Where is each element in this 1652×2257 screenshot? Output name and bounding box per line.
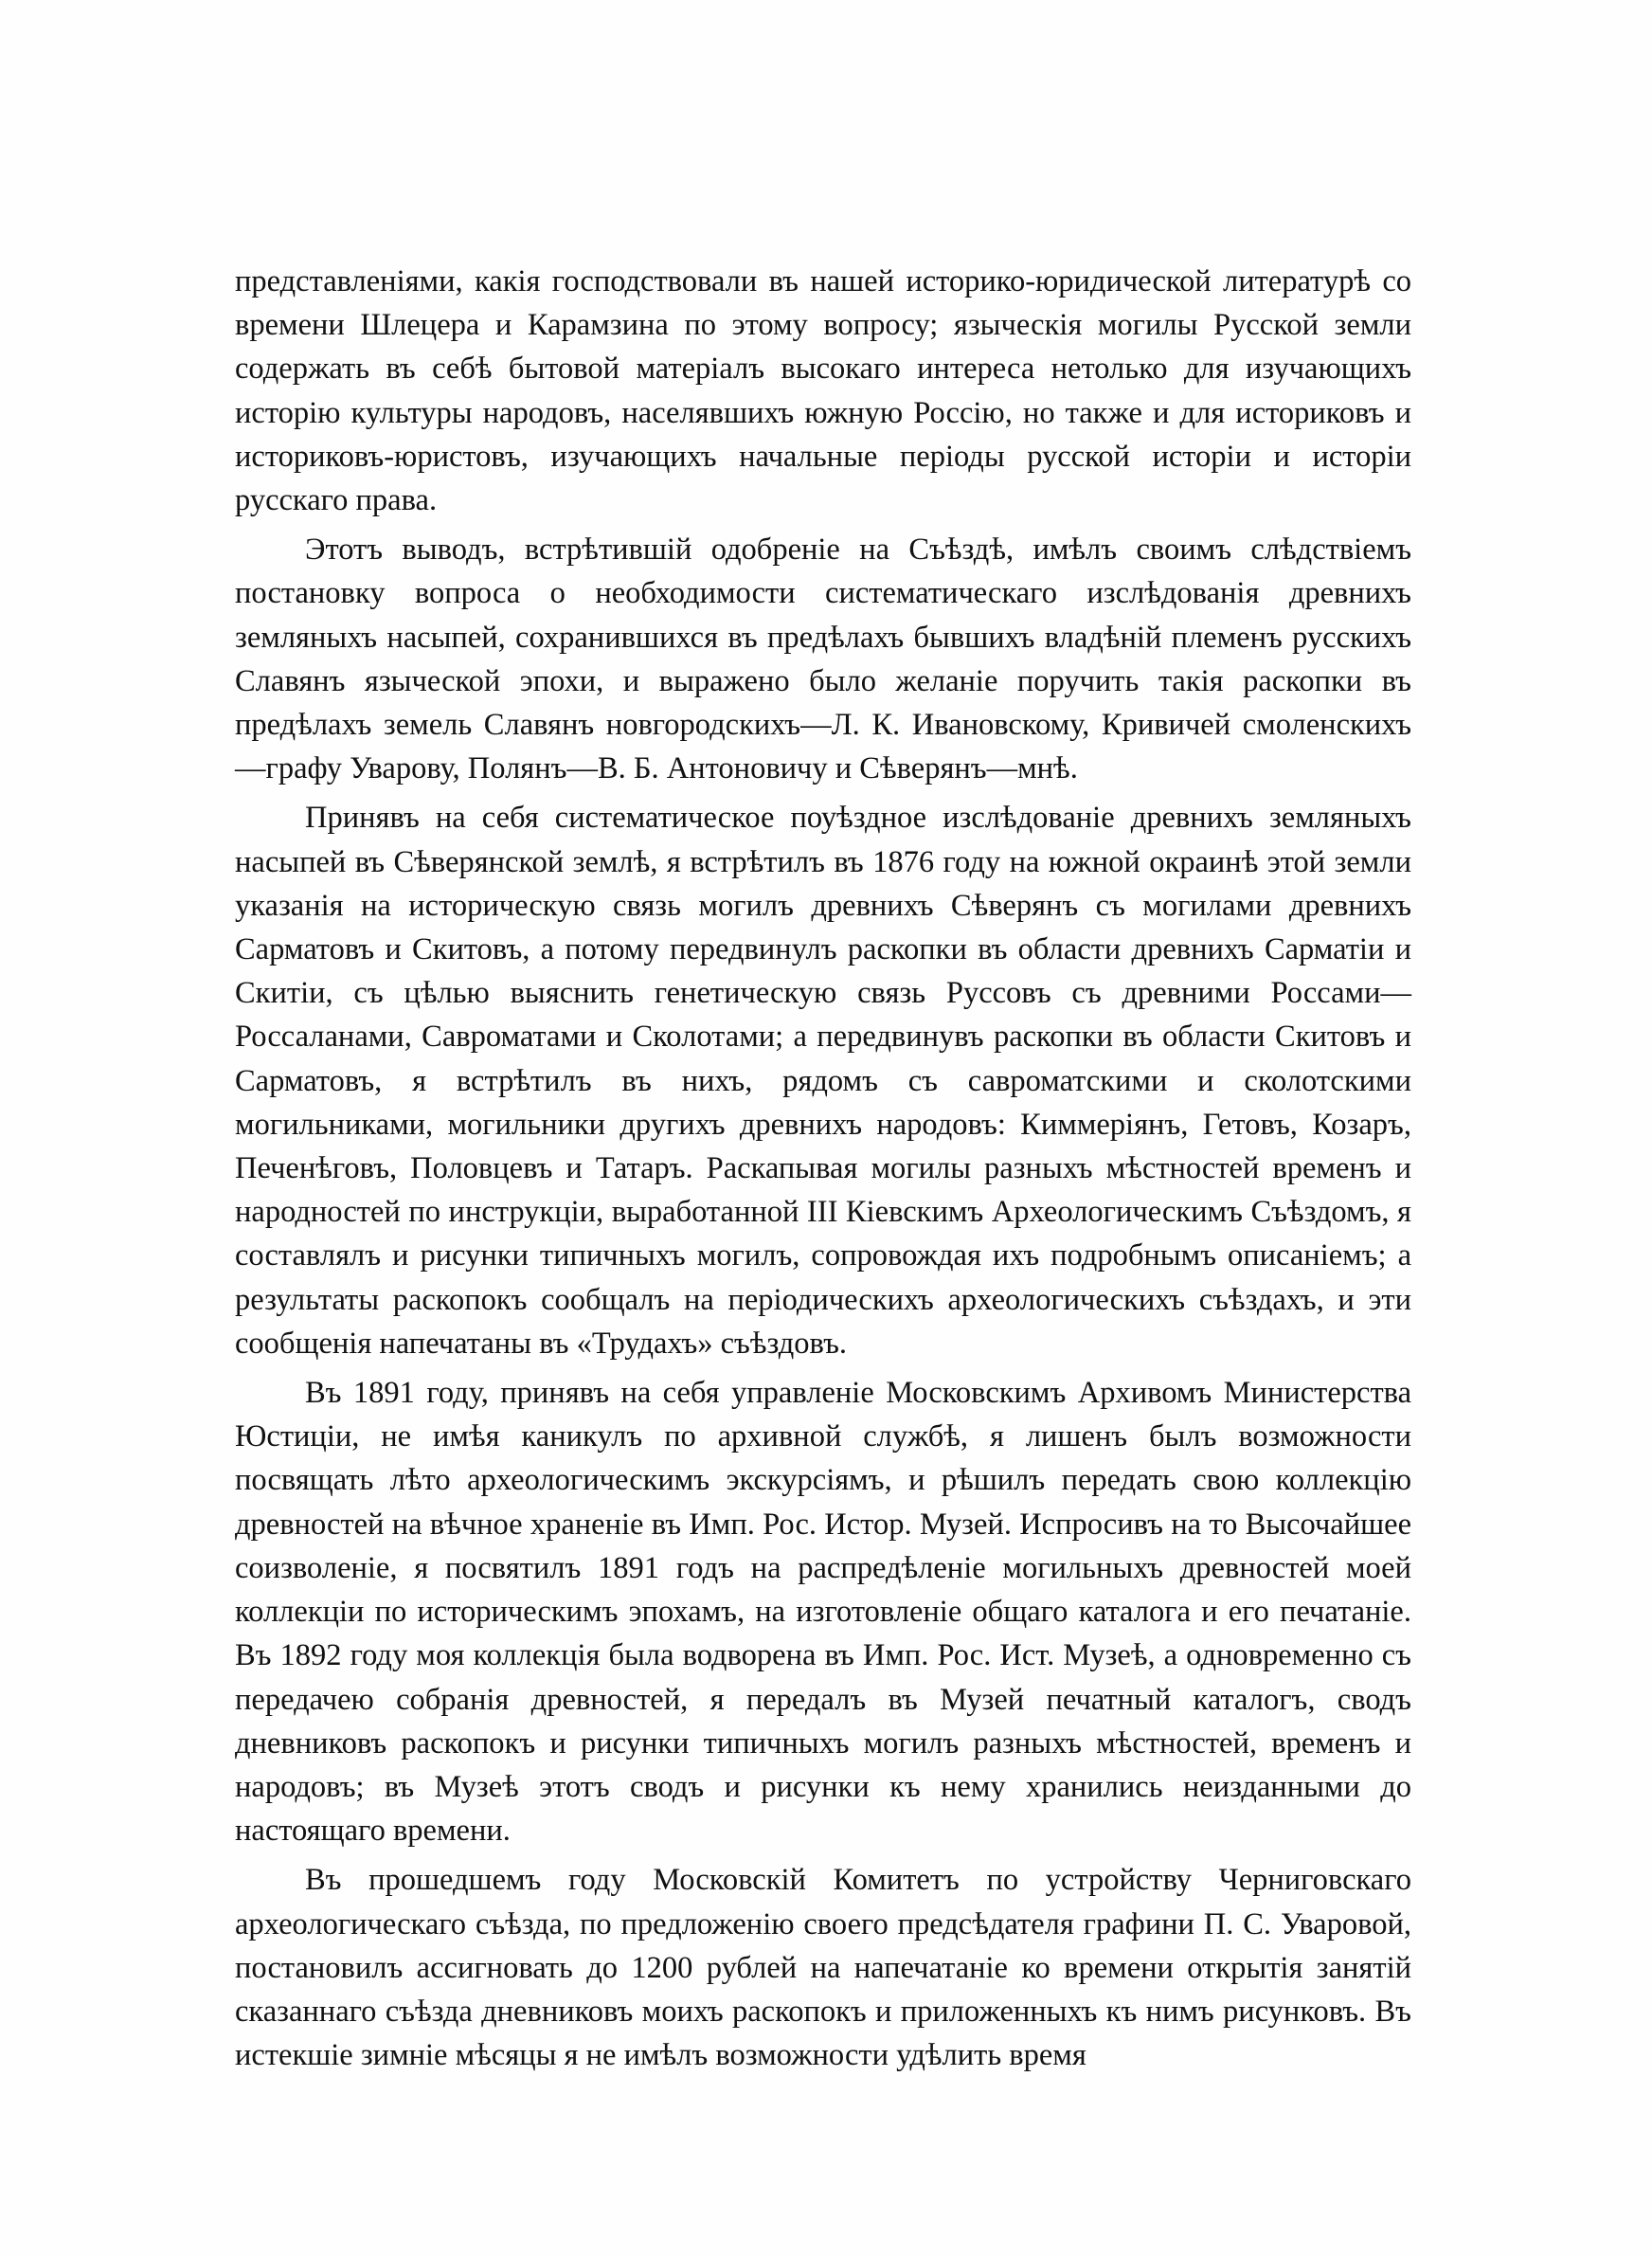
paragraph-5: Въ прошедшемъ году Московскій Комитетъ по устройству Черниговскаго археологическаго съѣзда, по предложенію своего предсѣдателя графини П. С. Уваровой, постановилъ ассигновать до 1200 рублей на напечатаніе ко времени открытія занятій сказаннаго съѣзда дневниковъ моихъ раскопокъ и приложенныхъ къ нимъ рисунковъ. Въ истекшіе зимніе мѣсяцы я не имѣлъ возможности удѣлить время: [235, 1863, 1411, 2073]
body-text: [235, 260, 1411, 2083]
paragraph-2: Этотъ выводъ, встрѣтившій одобреніе на Съѣздѣ, имѣлъ своимъ слѣдствіемъ постановку вопроса о необходимости систематическаго изслѣдованія древнихъ земляныхъ насыпей, сохранившихся въ предѣлахъ бывшихъ владѣній племенъ русскихъ Славянъ языческой эпохи, и выражено было желаніе поручить такія раскопки въ предѣлахъ земель Славянъ новгородскихъ—Л. К. Ивановскому, Кривичей смоленскихъ—графу Уварову, Полянъ—В. Б. Антоновичу и Сѣверянъ—мнѣ.: [235, 533, 1411, 786]
paragraph-4: Въ 1891 году, принявъ на себя управленіе Московскимъ Архивомъ Министерства Юстиціи, не имѣя каникулъ по архивной службѣ, я лишенъ былъ возможности посвящать лѣто археологическимъ экскурсіямъ, и рѣшилъ передать свою коллекцію древностей на вѣчное храненіе въ Имп. Рос. Истор. Музей. Испросивъ на то Высочайшее соизволеніе, я посвятилъ 1891 годъ на распредѣленіе могильныхъ древностей моей коллекціи по историческимъ эпохамъ, на изготовленіе общаго каталога и его печатаніе. Въ 1892 году моя коллекція была водворена въ Имп. Рос. Ист. Музеѣ, а одновременно съ передачею собранія древностей, я передалъ въ Музей печатный каталогъ, сводъ дневниковъ раскопокъ и рисунки типичныхъ могилъ разныхъ мѣстностей, временъ и народовъ; въ Музеѣ этотъ сводъ и рисунки къ нему хранились неизданными до настоящаго времени.: [235, 1376, 1411, 1849]
paragraph-1: представленіями, какія господствовали въ нашей историко-юридической литературѣ со времени Шлецера и Карамзина по этому вопросу; языческія могилы Русской земли содержать въ себѣ бытовой матеріалъ высокаго интереса нетолько для изучающихъ исторію культуры народовъ, населявшихъ южную Россію, но также и для историковъ и историковъ-юристовъ, изучающихъ начальные періоды русской исторіи и исторіи русскаго права.: [235, 264, 1411, 518]
paragraph-3: Принявъ на себя систематическое поуѣздное изслѣдованіе древнихъ земляныхъ насыпей въ Сѣверянской землѣ, я встрѣтилъ въ 1876 году на южной окраинѣ этой земли указанія на историческую связь могилъ древнихъ Сѣверянъ съ могилами древнихъ Сарматовъ и Скитовъ, а потому передвинулъ раскопки въ области древнихъ Сарматіи и Скитіи, съ цѣлью выяснить генетическую связь Руссовъ съ древними Россами—Россаланами, Савроматами и Сколотами; а передвинувъ раскопки въ области Скитовъ и Сарматовъ, я встрѣтилъ въ нихъ, рядомъ съ савроматскими и сколотскими могильниками, могильники другихъ древнихъ народовъ: Киммеріянъ, Гетовъ, Козаръ, Печенѣговъ, Половцевъ и Татаръ. Раскапывая могилы разныхъ мѣстностей временъ и народностей по инструкціи, выработанной III Кіевскимъ Археологическимъ Съѣздомъ, я составлялъ и рисунки типичныхъ могилъ, сопровождая ихъ подробнымъ описаніемъ; а результаты раскопокъ сообщалъ на періодическихъ археологическихъ съѣздахъ, и эти сообщенія напечатаны въ «Трудахъ» съѣздовъ.: [235, 801, 1411, 1361]
